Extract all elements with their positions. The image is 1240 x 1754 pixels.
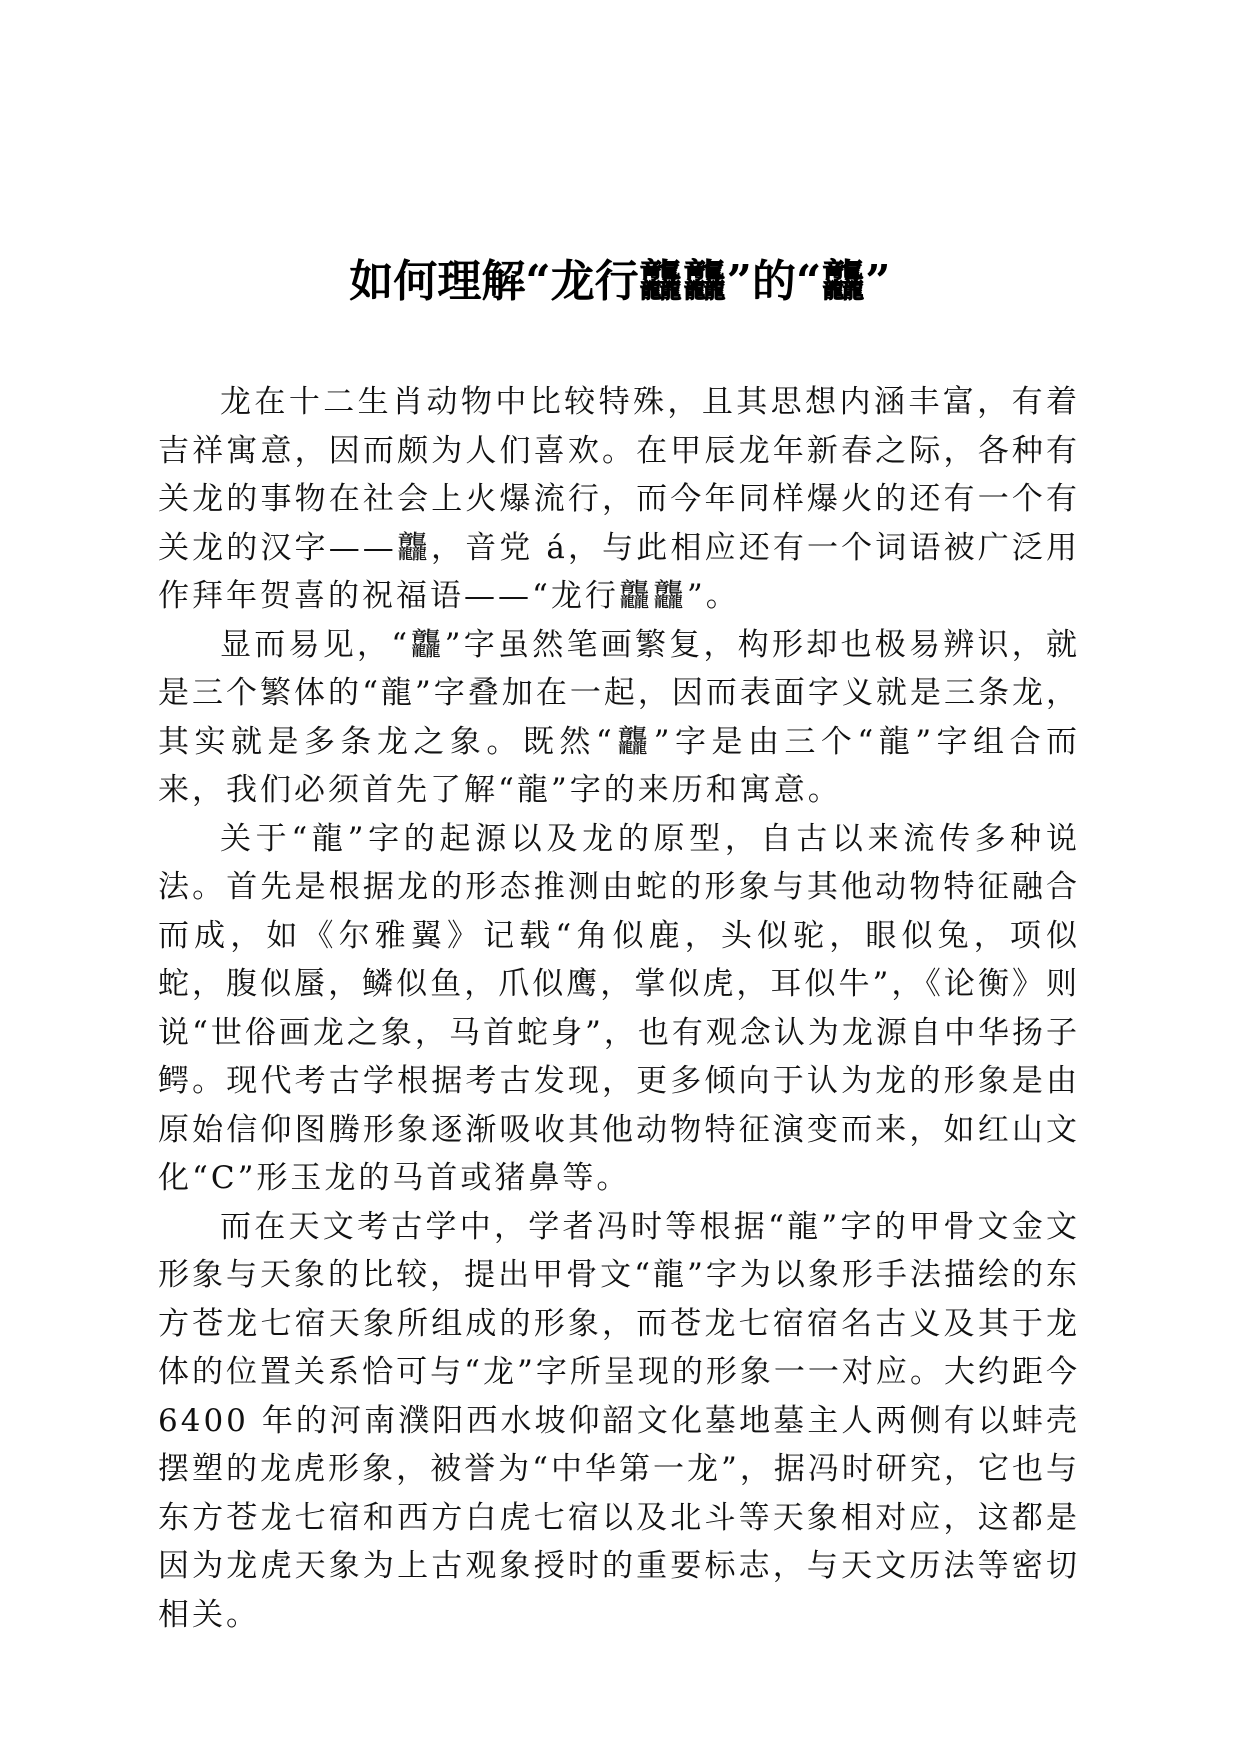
paragraph: 而在天文考古学中，学者冯时等根据“龍”字的甲骨文金文形象与天象的比较，提出甲骨文“龍”字为以象形手法描绘的东方苍龙七宿天象所组成的形象，而苍龙七宿宿名古义及其于龙体的位置关系恰可与“龙”字所呈现的形象一一对应。大约距今 6400 年的河南濮阳西水坡仰韶文化墓地墓主人两侧有以蚌壳摆塑的龙虎形象，被誉为“中华第一龙”，据冯时研究，它也与东方苍龙七宿和西方白虎七宿以及北斗等天象相对应，这都是因为龙虎天象为上古观象授时的重要标志，与天文历法等密切相关。 (158, 1208, 1080, 1633)
paragraph: 显而易见，“龘”字虽然笔画繁复，构形却也极易辨识，就是三个繁体的“龍”字叠加在一起，因而表面字义就是三条龙，其实就是多条龙之象。既然“龘”字是由三个“龍”字组合而来，我们必须首先了解“龍”字的来历和寓意。 (158, 626, 1080, 808)
paragraph: 关于“龍”字的起源以及龙的原型，自古以来流传多种说法。首先是根据龙的形态推测由蛇的形象与其他动物特征融合而成，如《尔雅翼》记载“角似鹿，头似驼，眼似兔，项似蛇，腹似蜃，鳞似鱼，爪似鹰，掌似虎，耳似牛”，《论衡》则说“世俗画龙之象，马首蛇身”，也有观念认为龙源自中华扬子鳄。现代考古学根据考古发现，更多倾向于认为龙的形象是由原始信仰图腾形象逐渐吸收其他动物特征演变而来，如红山文化“C”形玉龙的马首或猪鼻等。 (158, 820, 1080, 1196)
document-title: 如何理解“龙行龘龘”的“龘” (349, 256, 891, 307)
document-body (158, 378, 1080, 1639)
paragraph: 龙在十二生肖动物中比较特殊，且其思想内涵丰富，有着吉祥寓意，因而颇为人们喜欢。在甲辰龙年新春之际，各种有关龙的事物在社会上火爆流行，而今年同样爆火的还有一个有关龙的汉字——龘，音党 á，与此相应还有一个词语被广泛用作拜年贺喜的祝福语——“龙行龘龘”。 (158, 384, 1080, 614)
